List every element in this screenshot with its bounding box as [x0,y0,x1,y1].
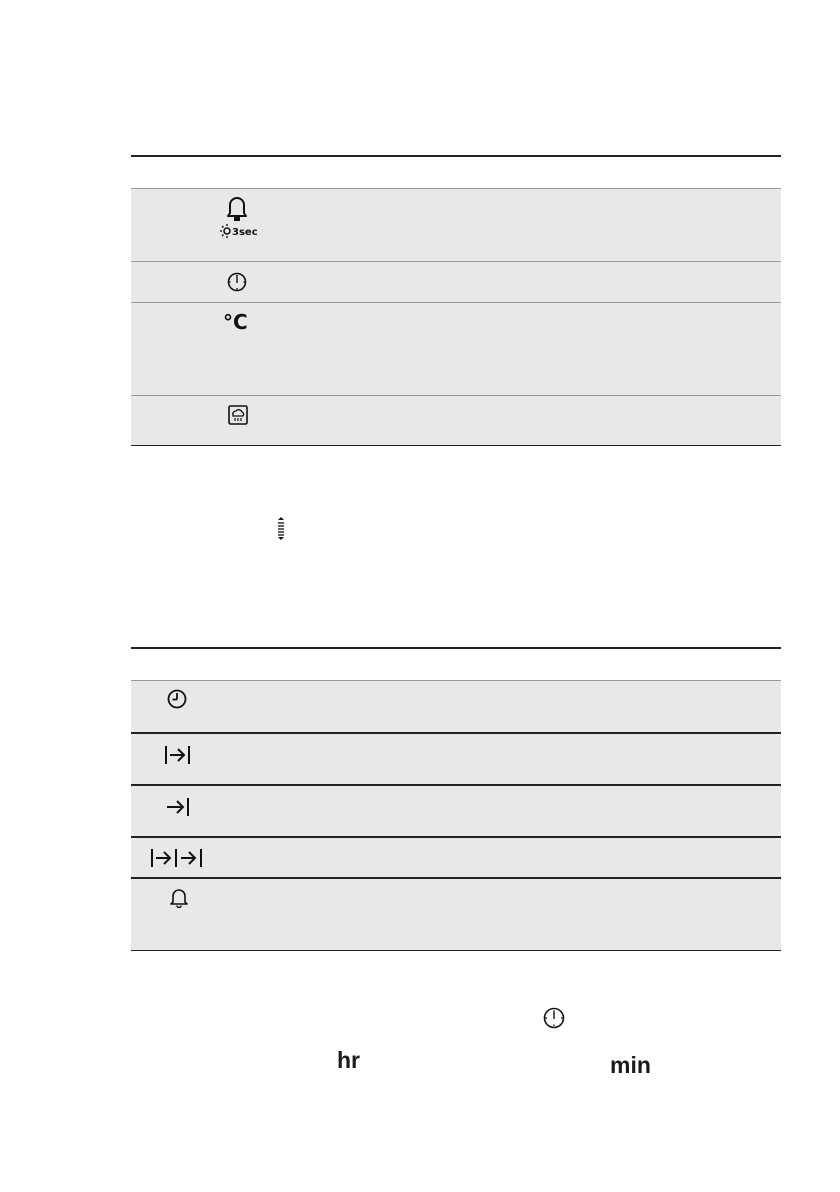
minutes-label: min [610,1052,651,1078]
time-delay-icon [150,847,208,869]
end-time-icon [166,796,192,818]
clock-icon [226,271,248,293]
steam-icon [227,404,249,426]
table-row [131,189,781,262]
table-row [131,879,781,951]
bell-light-3sec-icon [211,195,271,239]
table-row [131,734,781,786]
clock-functions-table [131,647,781,951]
table-header-row [131,647,781,681]
duration-icon [164,744,192,766]
hours-label: hr [337,1047,360,1073]
svg-text:°C: °C [223,310,248,333]
table-row [131,262,781,303]
bell-3sec-label: 3sec [232,227,258,238]
table-row [131,396,781,446]
table-row [131,838,781,879]
scroll-arrows-icon [276,517,286,541]
footer-clock-icon [542,1006,566,1030]
minute-minder-bell-icon [169,888,189,908]
timer-clock-icon [166,688,188,710]
table-row [131,303,781,396]
settings-table [131,155,781,446]
table-row [131,681,781,734]
table-header-row [131,155,781,189]
celsius-icon [221,309,255,333]
table-row [131,786,781,838]
